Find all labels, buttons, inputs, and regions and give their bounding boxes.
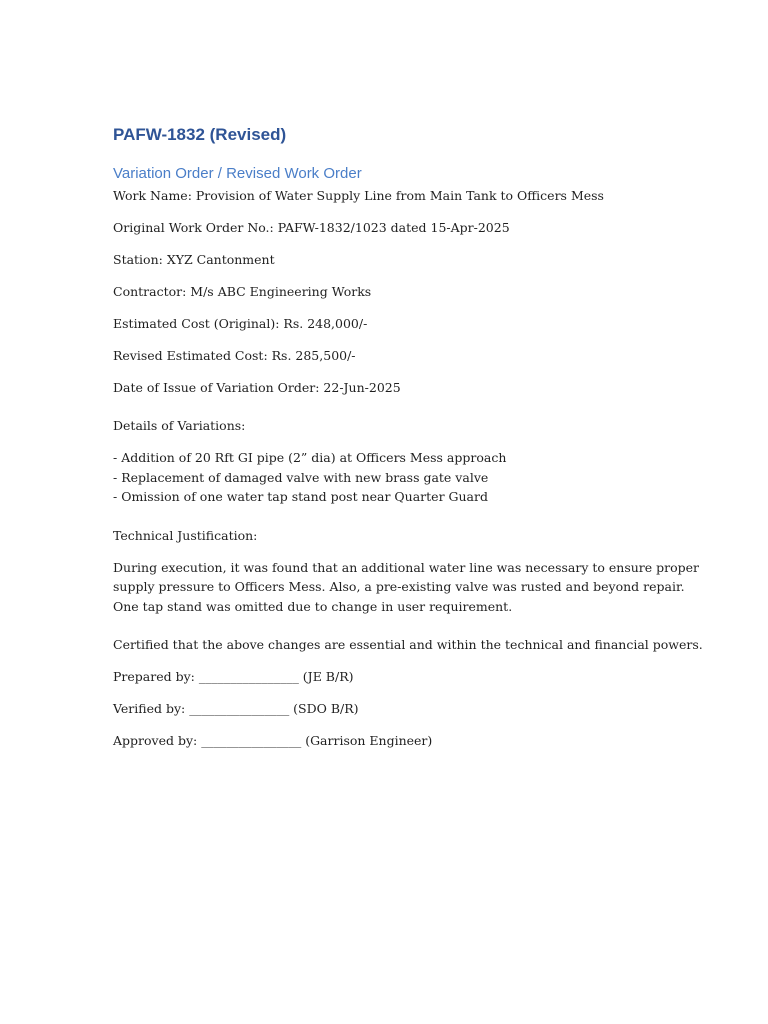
verified-by: Verified by: ________________ (SDO B/R) [113,701,359,716]
work-name: Work Name: Provision of Water Supply Line from Main Tank to Officers Mess [113,188,604,203]
revised-estimated-cost: Revised Estimated Cost: Rs. 285,500/- [113,348,356,363]
justification-heading: Technical Justification: [113,527,258,543]
approved-by: Approved by: ________________ (Garrison Engineer) [113,733,433,748]
document-subtitle: Variation Order / Revised Work Order [113,165,362,182]
justification-line: supply pressure to Officers Mess. Also, a pre-existing valve was rusted and beyond repair. [113,579,685,594]
station: Station: XYZ Cantonment [113,252,275,267]
contractor: Contractor: M/s ABC Engineering Works [113,284,372,299]
issue-date: Date of Issue of Variation Order: 22-Jun-2025 [113,380,401,395]
list-item: - Omission of one water tap stand post near Quarter Guard [113,489,488,504]
document-title: PAFW-1832 (Revised) [113,125,287,144]
list-item: - Replacement of damaged valve with new brass gate valve [113,469,489,485]
certification-statement: Certified that the above changes are essential and within the technical and financial powers. [113,637,703,652]
estimated-cost-original: Estimated Cost (Original): Rs. 248,000/- [113,316,368,331]
details-heading: Details of Variations: [113,418,246,433]
original-work-order: Original Work Order No.: PAFW-1832/1023 dated 15-Apr-2025 [113,220,510,235]
justification-paragraph [113,558,700,617]
prepared-by: Prepared by: ________________ (JE B/R) [113,669,354,684]
list-item: - Addition of 20 Rft GI pipe (2” dia) at Officers Mess approach [113,450,507,465]
justification-line: During execution, it was found that an additional water line was necessary to ensure proper [113,559,700,575]
justification-line: One tap stand was omitted due to change in user requirement. [113,598,513,614]
variations-list [113,448,668,507]
